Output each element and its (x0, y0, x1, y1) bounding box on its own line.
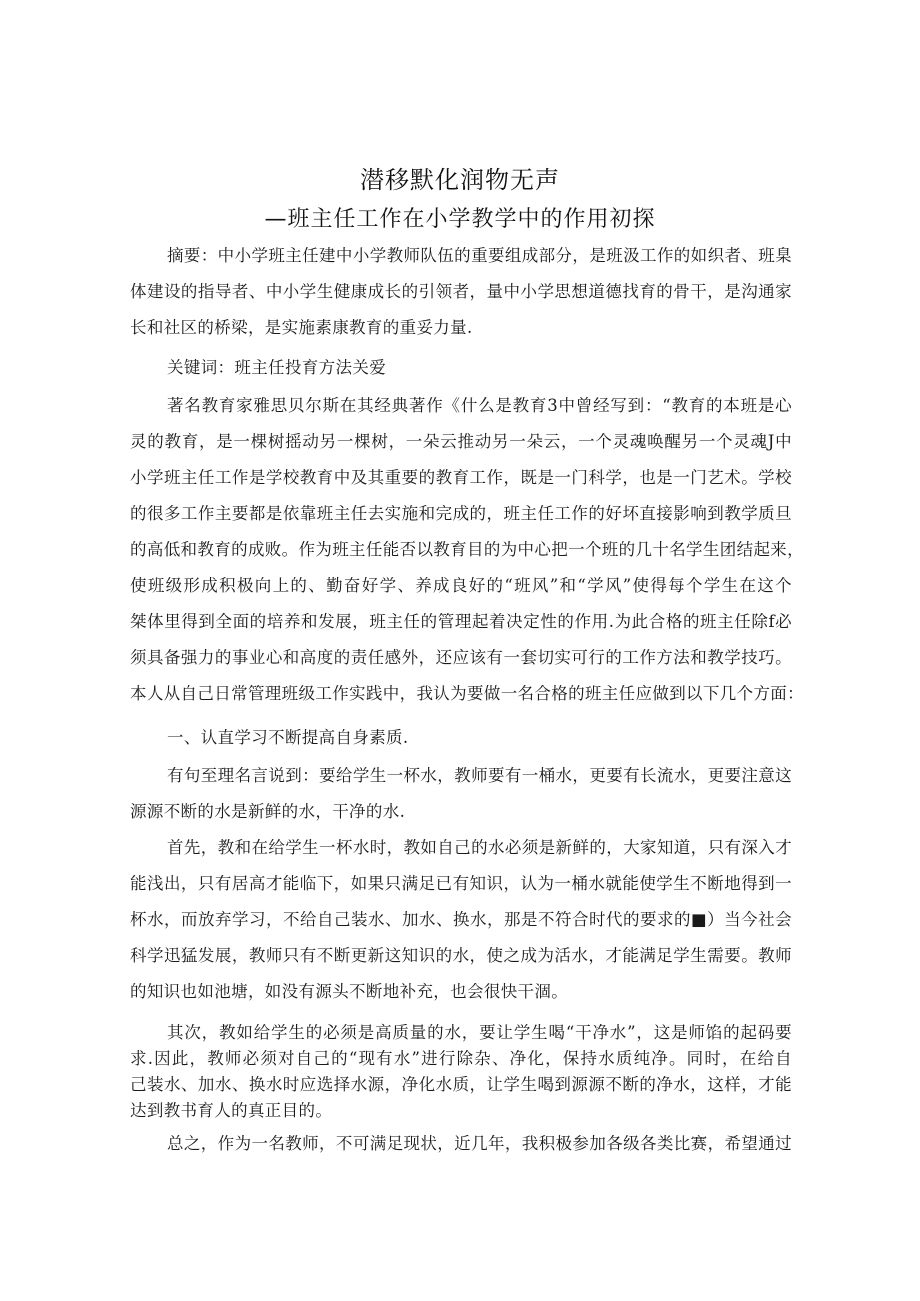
abstract-line: 摘要：中小学班主任建中小学教师队伍的重要组成部分，是班汲工作的如织者、班臬 (167, 246, 792, 265)
body-line: 杯水，而放弃学习，不给自己装水、加水、换水，那是不符合时代的要求的■）当今社会 (130, 910, 792, 929)
body-line: 的高低和教育的成败。作为班主任能否以教育目的为中心把一个班的几十名学生团结起来， (130, 540, 804, 559)
body-line: 的很多工作主要都是依靠班主任去实施和完成的，班主任工作的好坏直接影响到教学质旦 (130, 504, 792, 523)
keywords-text: 关键词：班主任投育方法关爱 (167, 358, 387, 377)
body-line: 己装水、加水、换水时应选择水源，净化水质，让学生喝到源源不断的净水，这样，才能 (130, 1075, 792, 1094)
body-paragraph-3 (130, 830, 792, 1010)
body-line: 著名教育家雅思贝尔斯在其经典著作《什么是教育3中曾经写到：“教育的本班是心 (167, 396, 792, 415)
body-line: 的知识也如池塘，如没有源头不断地补充，也会很快干涸。 (130, 982, 569, 1001)
section-heading-1 (130, 720, 792, 756)
body-line: 灵的教育，是一棵树摇动另一棵树，一朵云推动另一朵云，一个灵魂唤醒另一个灵魂J中 (130, 432, 792, 451)
abstract-line: 长和社区的桥梁，是实施素康教育的重妥力量. (130, 318, 473, 337)
body-paragraph-4 (130, 1020, 792, 1124)
document-subtitle: —班主任工作在小学教学中的作用初探 (264, 207, 656, 232)
section-heading-text: 一、认直学习不断提高自身素质. (167, 728, 409, 747)
body-line: 其次，教如给学生的必须是高质量的水，要让学生喝“干净水”，这是师馅的起码要 (167, 1023, 792, 1042)
abstract-line: 体建设的指导者、中小学生健康成长的引领者，量中小学思想道德找育的骨干，是沟通家 (130, 282, 792, 301)
body-line: 桀体里得到全面的培养和发展，班主任的管理起着决定性的作用.为此合格的班主任除f必 (130, 612, 792, 631)
document-title: 潜移默化润物无声 (360, 166, 560, 194)
body-line: 总之，作为一名教师，不可满足现状，近几年，我积极参加各级各类比赛，希望通过 (167, 1134, 792, 1153)
body-paragraph-2 (130, 758, 792, 830)
body-line: 求.因此，教师必须对自己的“现有水”进行除杂、净化，保持水质纯净。同时，在给自 (130, 1049, 792, 1068)
body-paragraph-5 (130, 1126, 792, 1162)
body-line: 科学迅猛发展，教师只有不断更新这知识的水，使之成为活水，才能满足学生需要。教师 (130, 946, 792, 965)
body-line: 小学班主任工作是学校教育中及其重要的教育工作，既是一门科学，也是一门艺术。学校 (130, 468, 792, 487)
body-line: 达到教书育人的真正目的。 (130, 1101, 333, 1120)
body-line: 有句至理名言说到：要给学生一杯水，教师要有一桶水，更要有长流水，更要注意这 (167, 766, 792, 785)
body-line: 能浅出，只有居高才能临下，如果只满足已有知识，认为一桶水就能使学生不断地得到一 (130, 874, 792, 893)
keywords-line (130, 350, 792, 386)
body-line: 首先，教和在给学生一杯水时，教如自己的水必须是新鲜的，大家知道，只有深入才 (167, 838, 792, 857)
body-line: 使班级形成积极向上的、勤奋好学、养成良好的“班风”和“学风”使得每个学生在这个 (130, 576, 792, 595)
abstract-paragraph (130, 238, 792, 346)
body-line: 须具备强力的事业心和高度的责任感外，还应该有一套切实可行的工作方法和教学技巧。 (130, 648, 792, 667)
body-line: 源源不断的水是新鲜的水，干净的水. (130, 802, 406, 821)
body-paragraph-1 (130, 388, 804, 712)
body-line: 本人从自己日常管理班级工作实践中，我认为要做一名合格的班主任应做到以下几个方面： (130, 684, 804, 703)
